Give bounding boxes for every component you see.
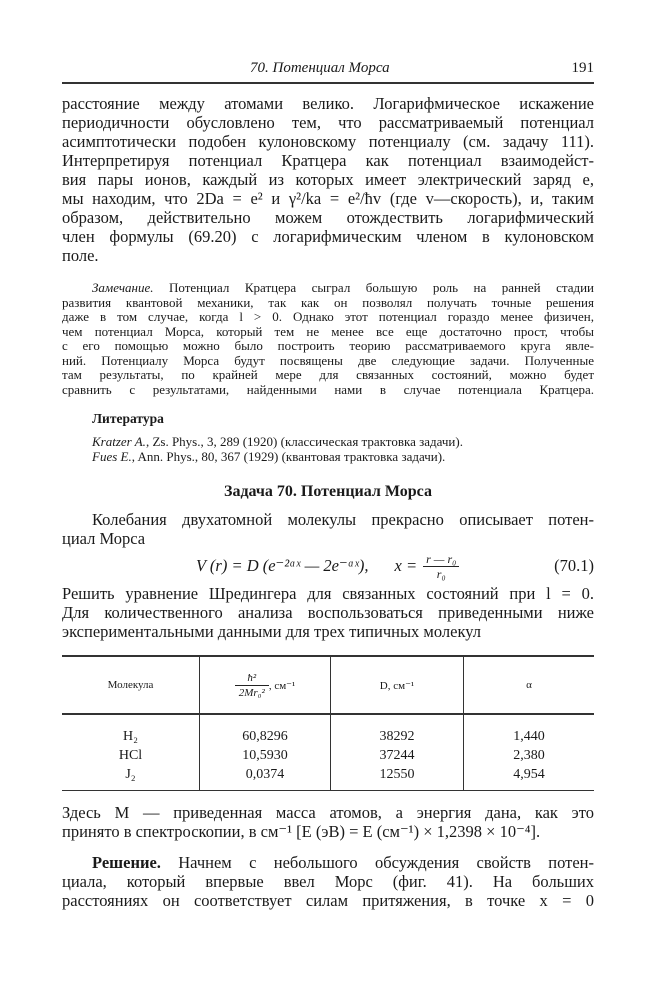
header-h2-2mr0 [200,656,331,714]
text-line: даже в том случае, когда l > 0. Однако этот потенциал гораздо менее физичен, [62,309,594,324]
page-body [62,94,594,910]
fraction-denominator: 2Mr₀² [238,686,265,699]
remark [62,281,594,397]
ref-author: Kratzer A. [92,434,146,449]
formula-fraction [423,552,459,581]
cell-h2-2mr0: 10,5930 [200,746,331,765]
fraction-numerator: ħ² [235,671,269,686]
running-title: 70. Потенциал Морса [250,60,390,76]
text-line: Решить уравнение Шредингера для связанных состояний при l = 0. [62,584,594,603]
formula-70-1 [62,548,594,584]
problem-heading: Задача 70. Потенциал Морса [224,483,432,500]
page-header [62,58,594,84]
text-line: Колебания двухатомной молекулы прекрасно описывает потен- [92,510,594,529]
text-line: с его помощью можно было построить теорию рассматриваемого круга явле- [62,338,594,353]
text-line: член формулы (69.20) с логарифмическим членом в кулоновском [62,227,594,246]
cell-alpha: 1,440 [464,714,595,746]
reference [62,450,594,465]
text-line: развития квантовой механики, так как он позволял получать точные решения [62,294,594,310]
cell-h2-2mr0: 0,0374 [200,765,331,791]
cell-molecule: HCl [118,748,143,763]
text-line: Интерпретируя потенциал Кратцера как потенциал взаимодейст- [62,151,594,170]
ref-author: Fues E. [92,448,132,464]
cell-alpha: 2,380 [464,746,595,765]
solution [62,853,594,910]
problem [62,482,594,641]
text-line: циал Морса [62,529,146,548]
text-line: периодичности обусловлено тем, что рассматриваемый потенциал [62,113,594,132]
spacer [62,841,594,853]
equation-number: (70.1) [554,556,594,575]
header-d: D, см⁻¹ [331,656,464,714]
solution-first-line [62,853,594,872]
text-line: Для количественного анализа воспользоваться приведенными ниже [62,603,594,622]
text-line: циала, который впервые ввел Морс (фиг. 41). На больших [62,872,594,891]
solution-label: Решение. [92,853,161,872]
cell-d: 37244 [331,746,464,765]
text-line: ний. Потенциалу Морса будут посвящены две следующие задачи. Полученные [62,352,594,368]
table-row [62,714,594,746]
unit: , см⁻¹ [268,679,296,692]
ref-text: , Ann. Phys., 80, 367 (1929) (квантовая трактовка задачи). [131,448,446,464]
text-line: расстояние между атомами велико. Логарифмическое искажение [62,94,594,113]
header-molecule: Молекула [62,656,200,714]
text-line: поле. [62,246,99,265]
cell-d: 12550 [331,765,464,791]
molecule-data-table [62,655,594,791]
text-span: Потенциал Кратцера сыграл большую роль на ранней стадии [153,280,594,295]
formula-numerator: r — r₀ [423,552,459,567]
text-line: там результаты, по крайней мере для связанных состояний, можно будет [62,367,594,382]
remark-label: Замечание. [92,280,154,295]
table-row [62,746,594,765]
note-after-table [62,803,594,841]
remark-first-line [62,281,594,296]
text-line: чем потенциал Морса, который тем не менее все еще достаточно прост, чтобы [62,323,594,339]
text-line: мы находим, что 2Da = e² и γ²/ka = e²/ħv (где v—скорость), и, таким [62,189,594,208]
cell-alpha: 4,954 [464,765,595,791]
formula-denominator: r₀ [436,566,446,581]
formula-lhs: V (r) = D (e⁻²ᵅˣ — 2e⁻ᵅˣ), [196,556,369,575]
text-line: Здесь M — приведенная масса атомов, а энергия дана, как это [62,803,594,822]
table-row [62,765,594,791]
text-span: Начнем с небольшого обсуждения свойств потен- [160,853,594,872]
ref-text: , Zs. Phys., 3, 289 (1920) (классическая трактовка задачи). [145,434,463,449]
formula-x-def: x = [394,556,418,575]
text-line: экспериментальными данными для трех типичных молекул [62,622,482,641]
text-line: образом, действительно можем отождествить логарифмический [62,208,594,227]
text-line: вия пары ионов, каждый из которых имеет электрический заряд e, [62,170,594,189]
text-line: принято в спектроскопии, в см⁻¹ [E (эВ) = E (см⁻¹) × 1,2398 × 10⁻⁴]. [62,822,541,841]
text-line: расстояниях он соответствует силам притяжения, в точке x = 0 [62,891,594,910]
paragraph-1 [62,94,594,265]
cell-molecule: J₂ [125,767,136,782]
spacer [62,265,594,281]
header-alpha: α [464,656,595,714]
cell-d: 38292 [331,714,464,746]
cell-h2-2mr0: 60,8296 [200,714,331,746]
literature-heading: Литература [92,411,164,426]
reference [62,435,594,450]
literature [62,411,594,464]
text-line: асимптотически подобен кулоновскому потенциалу (см. задачу 111). [62,132,594,151]
table-header-row [62,656,594,714]
cell-molecule: H₂ [123,729,138,744]
text-line: сравнить с результатами, найденными нами в случае потенциала Кратцера. [62,381,594,397]
page-number: 191 [571,60,594,76]
